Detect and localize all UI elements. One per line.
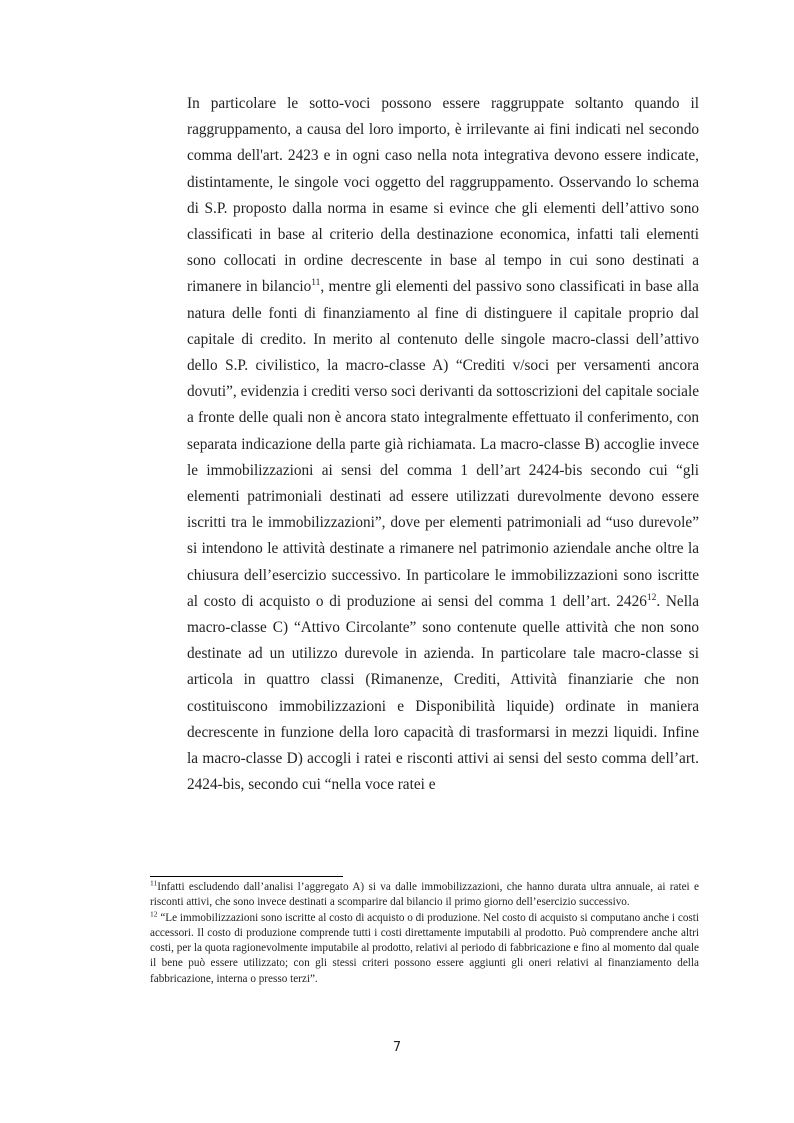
- paragraph-text-part-3: . Nella macro-classe C) “Attivo Circolante” sono contenute quelle attività che non sono destinate ad un utilizzo durevole in azienda. In particolare tale macro-classe si articola in quattro classi (Rimanenze, Crediti, Attività finanziarie che non costituiscono immobilizzazioni e Disponibilità liquide) ordinate in maniera decrescente in funzione della loro capacità di trasformarsi in mezzi liquidi. Infine la macro-classe D) accogli i ratei e risconti attivi ai sensi del sesto comma dell’art. 2424-bis, secondo cui “nella voce ratei e: [187, 592, 699, 794]
- footnote-reference-12[interactable]: 12: [646, 592, 657, 603]
- main-paragraph: [187, 91, 699, 798]
- footnote-text: Infatti escludendo dall’analisi l’aggregato A) si va dalle immobilizzazioni, che hanno durata ultra annuale, ai ratei e risconti attivi, che sono invece destinati a scomparire dal bilancio il primo giorno dell’esercizio successivo.: [150, 881, 699, 909]
- paragraph-text-part-2: , mentre gli elementi del passivo sono classificati in base alla natura delle fonti di finanziamento al fine di distinguere il capitale proprio dal capitale di credito. In merito al contenuto delle singole macro-classi dell’attivo dello S.P. civilistico, la macro-classe A) “Crediti v/soci per versamenti ancora dovuti”, evidenzia i crediti verso soci derivanti da sottoscrizioni del capitale sociale a fronte delle quali non è ancora stato integralmente effettuato il conferimento, con separata indicazione della parte già richiamata. La macro-classe B) accoglie invece le immobilizzazioni ai sensi del comma 1 dell’art 2424-bis secondo cui “gli elementi patrimoniali destinati ad essere utilizzati durevolmente devono essere iscritti tra le immobilizzazioni”, dove per elementi patrimoniali ad “uso durevole” si intendono le attività destinate a rimanere nel patrimonio aziendale anche oltre la chiusura dell’esercizio successivo. In particolare le immobilizzazioni sono iscritte al costo di acquisto o di produzione ai sensi del comma 1 dell’art. 2426: [187, 278, 699, 610]
- page-number: 7: [392, 1040, 402, 1055]
- footnotes-section: [150, 880, 699, 987]
- footnote-12: [150, 908, 699, 987]
- footnote-11: [150, 880, 699, 911]
- footnote-text: “Le immobilizzazioni sono iscritte al costo di acquisto o di produzione. Nel costo di acquisto si computano anche i costi accessori. Il costo di produzione comprende tutti i costi direttamente imputabili al prodotto. Può comprendere anche altri costi, per la quota ragionevolmente imputabile al prodotto, relativi al periodo di fabbricazione e fino al momento dal quale il bene può essere utilizzato; con gli stessi criteri possono essere aggiunti gli oneri relativi al finanziamento della fabbricazione, interna o presso terzi”.: [150, 911, 699, 985]
- footnote-reference-11[interactable]: 11: [311, 278, 321, 289]
- footnote-mark: 11: [150, 878, 158, 888]
- paragraph-text-part-1: In particolare le sotto-voci possono essere raggruppate soltanto quando il raggruppamento, a causa del loro importo, è irrilevante ai fini indicati nel secondo comma dell'art. 2423 e in ogni caso nella nota integrativa devono essere indicate, distintamente, le singole voci oggetto del raggruppamento. Osservando lo schema di S.P. proposto dalla norma in esame si evince che gli elementi dell’attivo sono classificati in base al criterio della destinazione economica, infatti tali elementi sono collocati in ordine decrescente in base al tempo in cui sono destinati a rimanere in bilancio: [187, 95, 699, 296]
- footnote-mark: 12: [150, 908, 158, 918]
- footnote-separator: [150, 876, 343, 877]
